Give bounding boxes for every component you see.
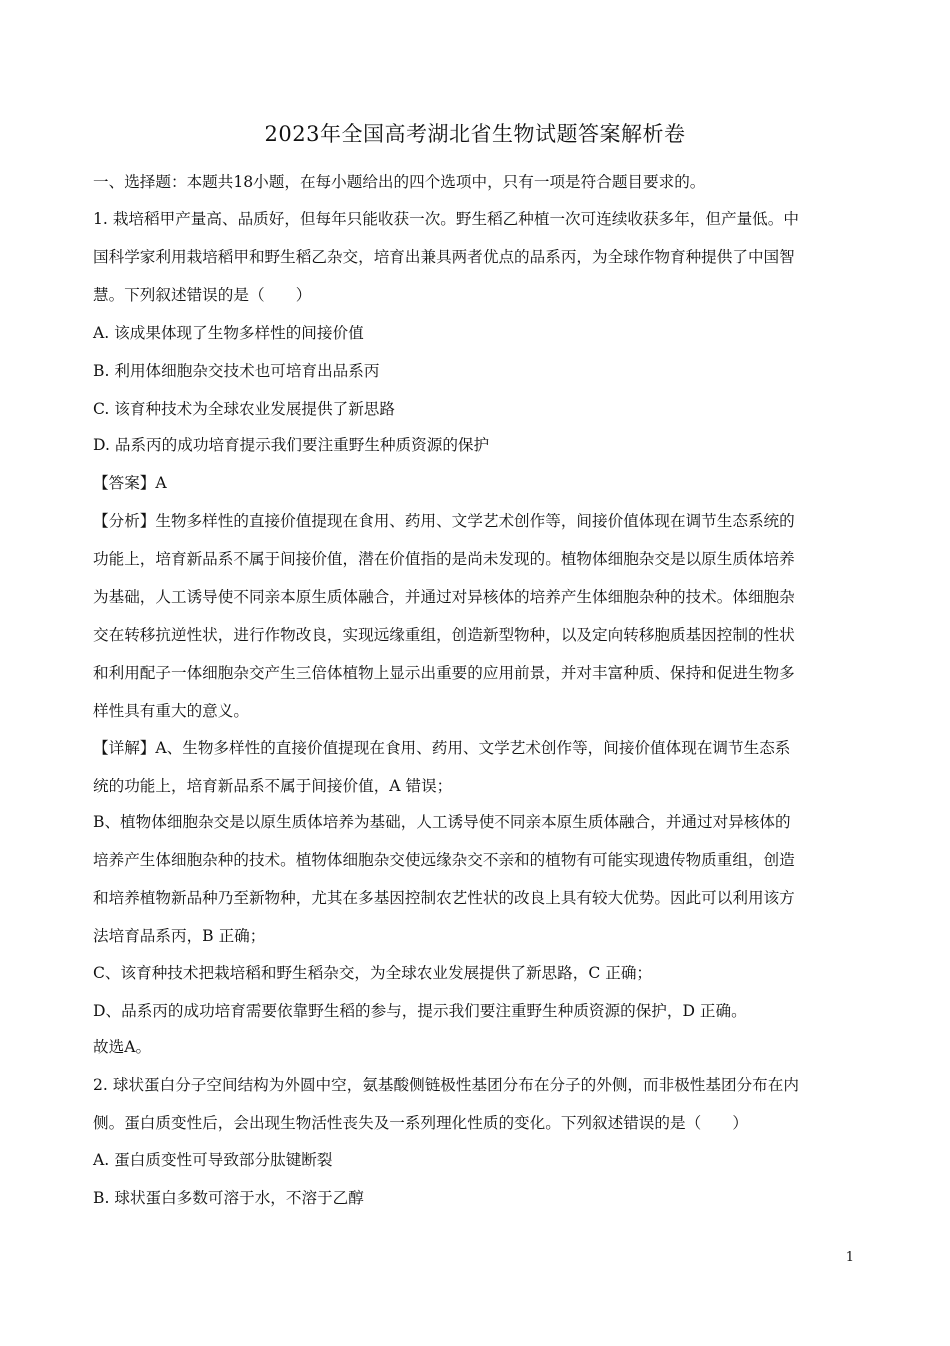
- analysis-line: 功能上，培育新品系不属于间接价值，潜在价值指的是尚未发现的。植物体细胞杂交是以原生质体培养: [93, 550, 795, 568]
- analysis-line: 【分析】生物多样性的直接价值提现在食用、药用、文学艺术创作等，间接价值体现在调节生态系统的: [93, 512, 795, 530]
- section-header: 一、选择题：本题共18小题，在每小题给出的四个选项中，只有一项是符合题目要求的。: [93, 173, 706, 191]
- detail-line: 和培养植物新品种乃至新物种，尤其在多基因控制农艺性状的改良上具有较大优势。因此可以利用该方: [93, 889, 795, 907]
- detail-line: D、品系丙的成功培育需要依靠野生稻的参与，提示我们要注重野生种质资源的保护，D 正确。: [93, 1001, 747, 1020]
- question-stem-line: 慧。下列叙述错误的是（ ）: [93, 285, 312, 304]
- detail-line: 培养产生体细胞杂种的技术。植物体细胞杂交使远缘杂交不亲和的植物有可能实现遗传物质重组，创造: [93, 851, 795, 869]
- question-2: [93, 1070, 861, 1221]
- analysis-line: 交在转移抗逆性状，进行作物改良，实现远缘重组，创造新型物种，以及定向转移胞质基因控制的性状: [93, 626, 795, 644]
- answer-line: 【答案】A: [93, 474, 167, 492]
- analysis-line: 和利用配子一体细胞杂交产生三倍体植物上显示出重要的应用前景，并对丰富种质、保持和促进生物多: [93, 664, 795, 682]
- option-c: C. 该育种技术为全球农业发展提供了新思路: [93, 399, 395, 418]
- question-stem-line: 国科学家利用栽培稻甲和野生稻乙杂交，培育出兼具两者优点的品系丙，为全球作物育种提供了中国智: [93, 247, 795, 266]
- detail-line: 【详解】A、生物多样性的直接价值提现在食用、药用、文学艺术创作等，间接价值体现在调节生态系: [93, 738, 791, 757]
- detail-line: C、该育种技术把栽培稻和野生稻杂交，为全球农业发展提供了新思路，C 正确；: [93, 963, 653, 982]
- page-number: 1: [845, 1250, 854, 1265]
- question-stem-line: 1. 栽培稻甲产量高、品质好，但每年只能收获一次。野生稻乙种植一次可连续收获多年，但产量低。中: [93, 209, 799, 228]
- option-a: A. 该成果体现了生物多样性的间接价值: [93, 323, 364, 342]
- detail-line: B、植物体细胞杂交是以原生质体培养为基础，人工诱导使不同亲本原生质体融合，并通过对异核体的: [93, 813, 791, 831]
- conclusion-line: 故选A。: [93, 1038, 152, 1056]
- question-stem-line: 侧。蛋白质变性后，会出现生物活性丧失及一系列理化性质的变化。下列叙述错误的是（ ）: [93, 1114, 748, 1132]
- analysis-line: 样性具有重大的意义。: [93, 702, 249, 720]
- question-1: [93, 204, 861, 1071]
- option-b: B. 利用体细胞杂交技术也可培育出品系丙: [93, 361, 380, 380]
- page-title: 2023年全国高考湖北省生物试题答案解析卷: [264, 122, 686, 146]
- detail-line: 统的功能上，培育新品系不属于间接价值，A 错误；: [93, 776, 453, 795]
- option-b: B. 球状蛋白多数可溶于水，不溶于乙醇: [93, 1188, 364, 1207]
- document-body: [93, 167, 861, 1221]
- question-stem-line: 2. 球状蛋白分子空间结构为外圆中空，氨基酸侧链极性基团分布在分子的外侧，而非极性基团分布在内: [93, 1076, 799, 1094]
- option-a: A. 蛋白质变性可导致部分肽键断裂: [93, 1150, 333, 1169]
- option-d: D. 品系丙的成功培育提示我们要注重野生种质资源的保护: [93, 436, 490, 454]
- analysis-line: 为基础，人工诱导使不同亲本原生质体融合，并通过对异核体的培养产生体细胞杂种的技术。体细胞杂: [93, 588, 795, 606]
- detail-line: 法培育品系丙，B 正确；: [93, 927, 266, 945]
